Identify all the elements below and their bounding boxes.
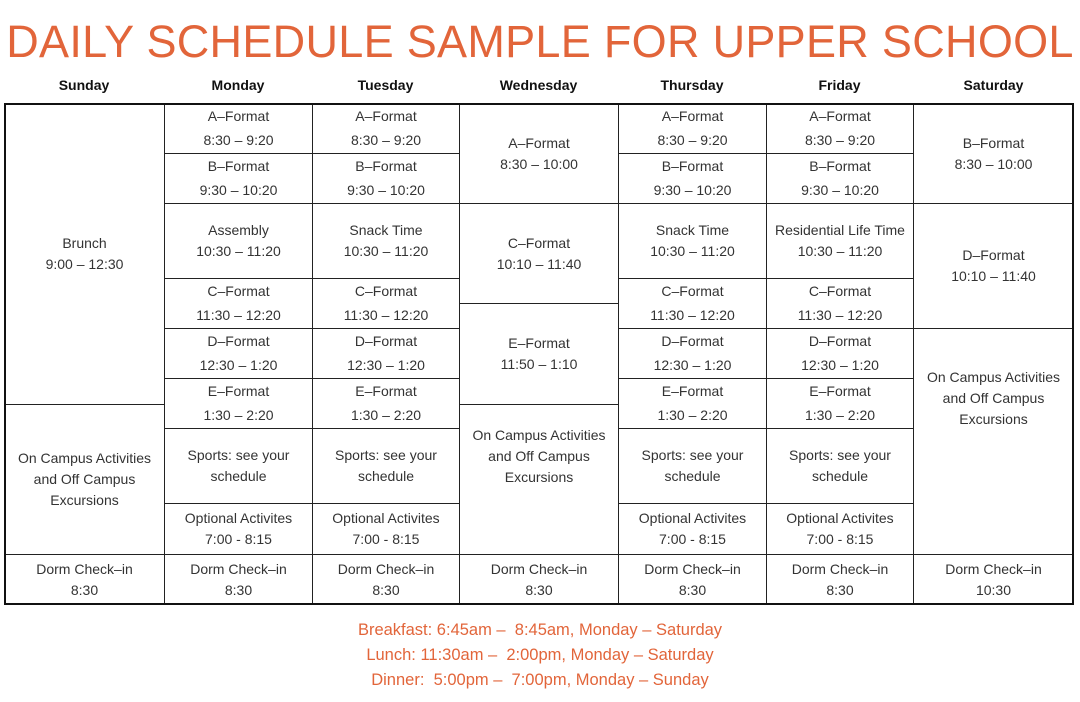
day-header-wednesday: Wednesday	[499, 77, 578, 93]
day-header-saturday: Saturday	[963, 77, 1024, 93]
cell-label: Dorm Check–in	[644, 560, 741, 577]
tuesday-sports-cell	[312, 428, 460, 504]
cell-label: Optional Activites	[184, 510, 293, 526]
sunday-brunch-cell	[4, 103, 165, 405]
cell-label: C–Format	[507, 234, 571, 251]
cell-label: Dorm Check–in	[791, 560, 889, 577]
cell-time: 7:00 - 8:15	[659, 531, 726, 547]
cell-time: 12:30 – 1:20	[347, 357, 425, 373]
monday-d-format-cell	[164, 328, 313, 379]
cell-time: 8:30 – 9:20	[350, 132, 422, 148]
saturday-activities-cell	[913, 328, 1074, 555]
saturday-dorm-cell	[913, 554, 1074, 605]
cell-label: Dorm Check–in	[36, 560, 133, 577]
tuesday-a-format-cell	[312, 103, 460, 154]
monday-a-format-cell	[164, 103, 313, 154]
cell-time: 8:30 – 10:00	[954, 156, 1033, 172]
cell-label: Residential Life Time	[775, 222, 905, 238]
schedule-table	[4, 103, 1074, 605]
cell-time: 10:30	[975, 581, 1012, 598]
cell-time: 9:30 – 10:20	[801, 182, 879, 198]
friday-optional-cell	[766, 503, 914, 555]
thursday-a-format-cell	[618, 103, 767, 154]
cell-time: 11:50 – 1:10	[500, 356, 578, 372]
cell-time: 12:30 – 1:20	[199, 357, 278, 373]
day-header-friday: Friday	[818, 77, 861, 93]
friday-c-format-cell	[766, 278, 914, 329]
cell-label: Snack Time	[655, 222, 730, 238]
cell-time: 11:30 – 12:20	[196, 307, 281, 323]
cell-time: 10:30 – 11:20	[343, 243, 429, 259]
cell-label: D–Format	[962, 247, 1025, 263]
friday-d-format-cell	[766, 328, 914, 379]
cell-time: 9:30 – 10:20	[199, 182, 278, 198]
day-header-row	[0, 74, 1080, 96]
cell-time: 8:30 – 9:20	[657, 132, 728, 148]
sunday-dorm-cell	[4, 554, 165, 605]
cell-time: 10:10 – 11:40	[496, 255, 582, 272]
thursday-optional-cell	[618, 503, 767, 555]
cell-label: C–Format	[207, 283, 270, 299]
cell-label: C–Format	[661, 283, 724, 299]
wednesday-a-format-cell	[459, 103, 619, 204]
monday-sports-cell	[164, 428, 313, 504]
cell-label: D–Format	[808, 333, 872, 349]
cell-time: 8:30	[525, 581, 553, 598]
lunch-line: Lunch: 11:30am – 2:00pm, Monday – Saturday	[366, 646, 714, 664]
cell-time: 7:00 - 8:15	[806, 531, 874, 547]
page-title: DAILY SCHEDULE SAMPLE FOR UPPER SCHOOL	[6, 16, 1074, 67]
cell-time: 9:30 – 10:20	[347, 182, 425, 198]
monday-b-format-cell	[164, 153, 313, 204]
cell-label: A–Format	[809, 108, 871, 124]
cell-label: E–Format	[355, 383, 417, 399]
friday-e-format-cell	[766, 378, 914, 429]
monday-dorm-cell	[164, 554, 313, 605]
day-header-thursday: Thursday	[660, 77, 724, 93]
wednesday-activities-cell	[459, 404, 619, 555]
cell-time: 10:30 – 11:20	[797, 243, 883, 259]
cell-label: E–Format	[661, 383, 724, 399]
cell-time: 12:30 – 1:20	[801, 357, 879, 373]
cell-time: 8:30	[224, 581, 253, 598]
cell-time: 1:30 – 2:20	[350, 407, 422, 423]
monday-assembly-cell	[164, 203, 313, 279]
saturday-d-format-cell	[913, 203, 1074, 329]
wednesday-c-format-cell	[459, 203, 619, 304]
cell-time: 1:30 – 2:20	[804, 407, 876, 423]
thursday-c-format-cell	[618, 278, 767, 329]
monday-e-format-cell	[164, 378, 313, 429]
tuesday-c-format-cell	[312, 278, 460, 329]
cell-label: Dorm Check–in	[945, 560, 1042, 577]
day-header-monday: Monday	[211, 77, 265, 93]
cell-time: 7:00 - 8:15	[352, 531, 420, 547]
cell-time: 1:30 – 2:20	[203, 407, 274, 423]
cell-label: E–Format	[809, 383, 871, 399]
day-header-sunday: Sunday	[58, 77, 110, 93]
cell-label: Dorm Check–in	[190, 560, 287, 577]
cell-label: Brunch	[62, 235, 107, 251]
cell-label: Dorm Check–in	[337, 560, 435, 577]
day-header-tuesday: Tuesday	[357, 77, 414, 93]
tuesday-e-format-cell	[312, 378, 460, 429]
friday-dorm-cell	[766, 554, 914, 605]
cell-label: D–Format	[354, 333, 418, 349]
cell-label: Optional Activites	[332, 510, 440, 526]
cell-label: On Campus Activities and Off Campus Excursions	[17, 450, 152, 508]
cell-time: 8:30	[70, 581, 99, 598]
cell-time: 11:30 – 12:20	[343, 307, 429, 323]
thursday-e-format-cell	[618, 378, 767, 429]
tuesday-optional-cell	[312, 503, 460, 555]
cell-label: A–Format	[207, 108, 270, 124]
monday-optional-cell	[164, 503, 313, 555]
friday-residential-life-cell	[766, 203, 914, 279]
friday-b-format-cell	[766, 153, 914, 204]
cell-label: Dorm Check–in	[490, 560, 588, 577]
cell-label: B–Format	[809, 158, 871, 174]
thursday-snack-time-cell	[618, 203, 767, 279]
cell-time: 10:10 – 11:40	[951, 268, 1036, 284]
cell-label: Sports: see your schedule	[335, 447, 437, 484]
cell-time: 8:30	[372, 581, 400, 598]
saturday-b-format-cell	[913, 103, 1074, 204]
cell-label: Sports: see your schedule	[641, 447, 744, 484]
thursday-d-format-cell	[618, 328, 767, 379]
breakfast-line: Breakfast: 6:45am – 8:45am, Monday – Saturday	[357, 621, 723, 639]
cell-time: 10:30 – 11:20	[196, 243, 281, 259]
cell-label: On Campus Activities and Off Campus Excursions	[472, 427, 606, 485]
cell-time: 7:00 - 8:15	[205, 531, 272, 547]
cell-label: Optional Activites	[638, 510, 747, 526]
cell-time: 8:30 – 10:00	[500, 155, 578, 172]
cell-label: On Campus Activities and Off Campus Excursions	[926, 369, 1061, 427]
thursday-dorm-cell	[618, 554, 767, 605]
cell-label: B–Format	[661, 158, 724, 174]
cell-time: 9:00 – 12:30	[45, 256, 124, 272]
friday-a-format-cell	[766, 103, 914, 154]
wednesday-dorm-cell	[459, 554, 619, 605]
cell-time: 8:30 – 9:20	[203, 132, 274, 148]
cell-label: C–Format	[354, 283, 418, 299]
cell-label: Optional Activites	[786, 510, 894, 526]
cell-time: 10:30 – 11:20	[650, 243, 735, 259]
cell-label: A–Format	[661, 108, 724, 124]
tuesday-dorm-cell	[312, 554, 460, 605]
dinner-line: Dinner: 5:00pm – 7:00pm, Monday – Sunday	[371, 671, 709, 689]
tuesday-snack-time-cell	[312, 203, 460, 279]
cell-time: 8:30	[826, 581, 854, 598]
monday-c-format-cell	[164, 278, 313, 329]
cell-label: A–Format	[508, 134, 570, 151]
cell-time: 12:30 – 1:20	[653, 357, 732, 373]
meal-times	[0, 618, 1080, 693]
cell-label: E–Format	[508, 335, 570, 351]
tuesday-b-format-cell	[312, 153, 460, 204]
cell-label: B–Format	[355, 158, 417, 174]
cell-time: 11:30 – 12:20	[650, 307, 735, 323]
cell-time: 11:30 – 12:20	[797, 307, 883, 323]
tuesday-d-format-cell	[312, 328, 460, 379]
cell-label: B–Format	[207, 158, 270, 174]
sunday-activities-cell	[4, 404, 165, 555]
thursday-b-format-cell	[618, 153, 767, 204]
cell-label: Assembly	[208, 222, 269, 238]
cell-time: 8:30	[678, 581, 707, 598]
cell-time: 8:30 – 9:20	[804, 132, 876, 148]
cell-label: B–Format	[962, 135, 1025, 151]
cell-time: 1:30 – 2:20	[657, 407, 728, 423]
cell-label: D–Format	[661, 333, 724, 349]
cell-label: Sports: see your schedule	[789, 447, 891, 484]
wednesday-e-format-cell	[459, 303, 619, 405]
cell-label: Snack Time	[349, 222, 423, 238]
cell-time: 9:30 – 10:20	[653, 182, 732, 198]
cell-label: C–Format	[808, 283, 872, 299]
cell-label: A–Format	[355, 108, 417, 124]
cell-label: E–Format	[207, 383, 270, 399]
thursday-sports-cell	[618, 428, 767, 504]
cell-label: Sports: see your schedule	[187, 447, 290, 484]
cell-label: D–Format	[207, 333, 270, 349]
friday-sports-cell	[766, 428, 914, 504]
